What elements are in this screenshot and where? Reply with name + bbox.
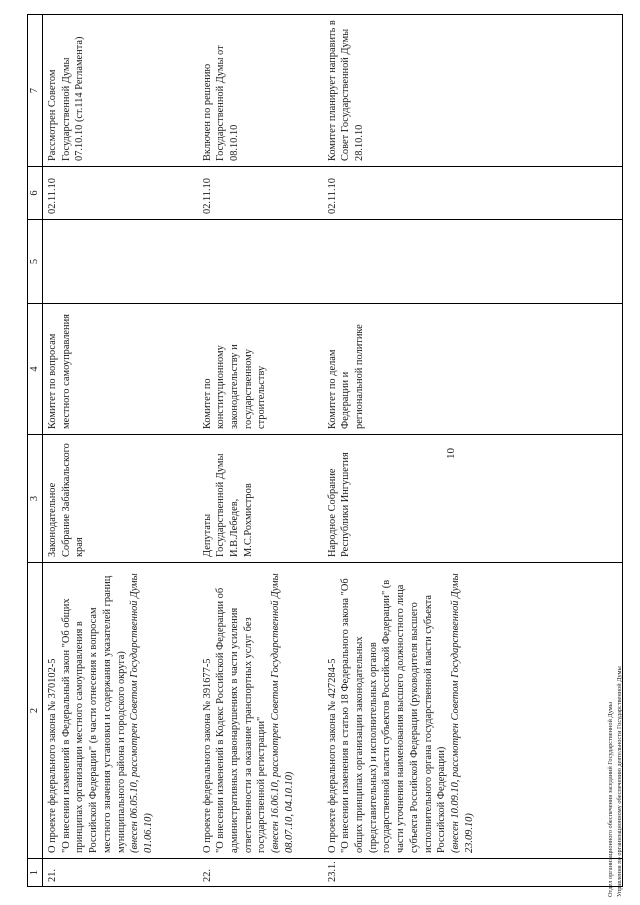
bills-table	[27, 14, 623, 887]
footer-line-2: Управления по организационному обеспечению деятельности Государственной Думы	[616, 666, 623, 897]
column-header-1: 1	[28, 859, 43, 887]
column-5-value	[323, 220, 335, 303]
consideration-date: 02.11.10	[47, 178, 58, 214]
bill-status: Включен по решению Государственной Думы от 08.10.10	[201, 45, 240, 161]
row-number: 23.1.	[326, 861, 338, 882]
bill-body: "О внесении изменений в Федеральный закон "Об общих принципах организации местного самоуправления в Российской Федерации" (в части отнесения к вопросам местного значения установки и содержания указателей границ муниципального района и городского округа)	[60, 575, 127, 853]
bill-initiator: Законодательное Собрание Забайкальского края	[47, 443, 86, 557]
bill-description	[323, 563, 486, 858]
bill-initiator: Народное Собрание Республики Ингушетия	[326, 452, 352, 557]
consideration-date: 02.11.10	[201, 178, 213, 214]
column-header-2: 2	[28, 563, 43, 859]
table-row	[198, 15, 323, 887]
column-header-6: 6	[28, 167, 43, 220]
bill-body: "О внесении изменения в статью 18 Федерального закона "Об общих принципах организации законодательных (представительных) и исполнительных органов государственной власти субъектов Российской Федерации" (в части уточнения наименования высшего должностного лица субъекта Российской Федерации (руководителя высшего исполнительного органа государственной власти субъекта Российской Федерации)	[340, 578, 448, 853]
responsible-committee: Комитет по вопросам местного самоуправления	[47, 314, 72, 429]
bill-note: (внесен 16.06.10, рассмотрен Советом Государственной Думы 08.07.10, 04.10.10)	[270, 573, 295, 853]
bill-status: Комитет планирует направить в Совет Государственной Думы 28.10.10	[326, 20, 365, 161]
footer-line-1: Отдел организационного обеспечения заседаний Государственной Думы	[607, 702, 614, 897]
bill-description	[198, 563, 306, 858]
responsible-committee: Комитет по конституционному законодательству и государственному строительству	[201, 344, 268, 429]
bill-body: "О внесении изменений в Кодекс Российской Федерации об административных правонарушениях в части усиления ответственности за оказание транспортных услуг без государственной регистрации"	[215, 587, 268, 853]
column-header-3: 3	[28, 435, 43, 563]
column-header-7: 7	[28, 15, 43, 167]
bill-status: Рассмотрен Советом Государственной Думы 07.10.10 (ст.114 Регламента)	[47, 36, 86, 161]
table-row	[43, 15, 198, 887]
row-number: 22.	[201, 869, 213, 882]
bill-initiator: Депутаты Государственной Думы И.В.Лебедев, М.С.Рохмистров	[201, 453, 254, 557]
column-5-value	[43, 220, 55, 303]
consideration-date: 02.11.10	[326, 178, 338, 214]
responsible-committee: Комитет по делам Федерации и региональной политике	[326, 324, 365, 429]
bill-note: (внесен 10.09.10, рассмотрен Советом Государственной Думы 23.09.10)	[450, 573, 475, 853]
bill-note: (внесен 06.05.10, рассмотрен Советом Государственной Думы 01.06.10)	[129, 573, 155, 853]
page-footer	[606, 666, 624, 897]
bill-description	[43, 563, 165, 858]
column-header-4: 4	[28, 304, 43, 435]
page-number: 10	[445, 448, 457, 459]
bill-title: О проекте федерального закона № 391677-5	[201, 658, 213, 853]
table-header-row	[28, 15, 43, 887]
table-row	[323, 15, 623, 887]
bill-title: О проекте федерального закона № 370102-5	[47, 658, 58, 853]
column-5-value	[198, 220, 210, 303]
row-number: 21.	[47, 869, 58, 882]
column-header-5: 5	[28, 220, 43, 304]
bill-title: О проекте федерального закона № 427284-5	[326, 658, 338, 853]
